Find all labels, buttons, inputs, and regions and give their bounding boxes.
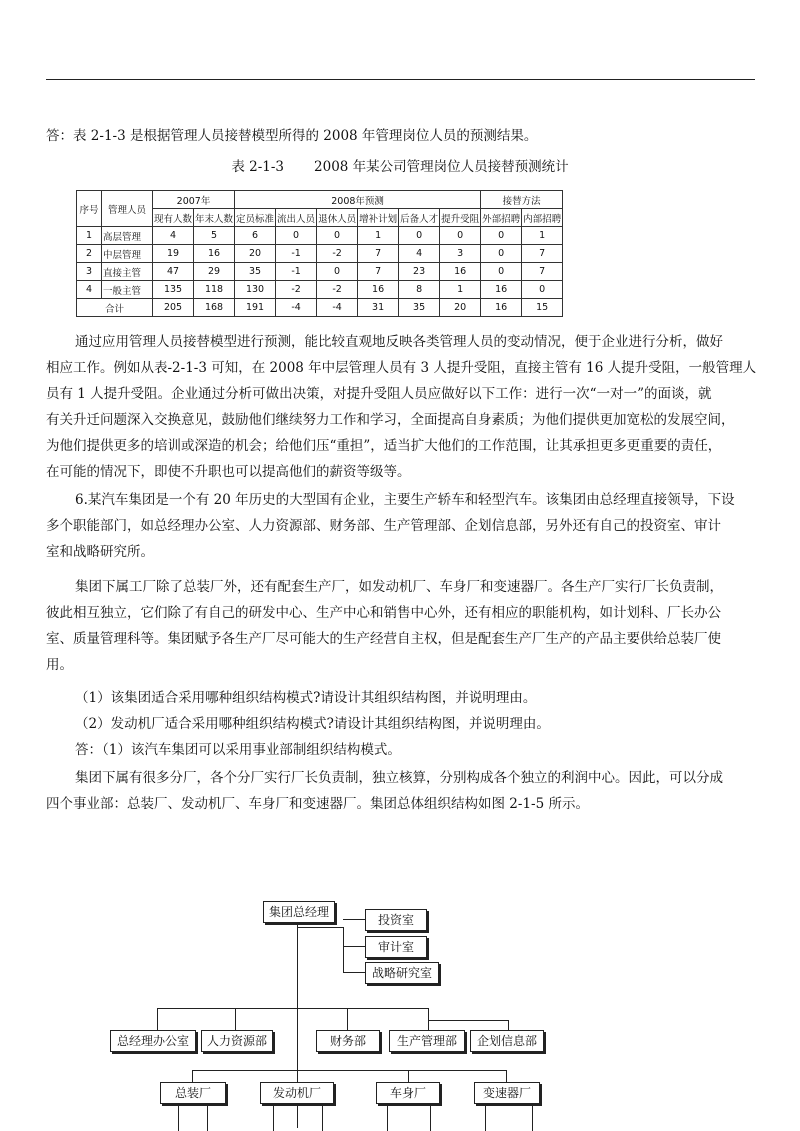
connector bbox=[428, 1008, 429, 1030]
cell: 2 bbox=[77, 245, 102, 263]
org-box-engine: 发动机厂 bbox=[260, 1082, 334, 1104]
org-box-finance: 财务部 bbox=[316, 1030, 380, 1052]
paragraph-line: 集团下属有很多分厂，各个分厂实行厂长负责制，独立核算，分别构成各个独立的利润中心。因此，可以分成 bbox=[75, 770, 723, 786]
org-box-gearbox: 变速器厂 bbox=[474, 1082, 540, 1104]
org-box-hr: 人力资源部 bbox=[201, 1030, 273, 1052]
org-box-gm-office: 总经理办公室 bbox=[110, 1030, 196, 1052]
paragraph-line: 室、质量管理科等。集团赋予各生产厂尽可能大的生产经营自主权，但是配套生产厂生产的产品主要供给总装厂使 bbox=[46, 631, 721, 647]
cell: 6 bbox=[235, 227, 276, 245]
cell: 16 bbox=[358, 281, 399, 299]
subheader: 流出人员 bbox=[276, 209, 317, 227]
paragraph-line: 6.某汽车集团是一个有 20 年历史的大型国有企业，主要生产轿车和轻型汽车。该集团由总经理直接领导，下设 bbox=[75, 492, 735, 508]
subheader: 年末人数 bbox=[194, 209, 235, 227]
paragraph-line: 集团下属工厂除了总装厂外，还有配套生产厂，如发动机厂、车身厂和变速器厂。各生产厂实行厂长负责制， bbox=[75, 579, 723, 595]
cell: 135 bbox=[153, 281, 194, 299]
connector bbox=[157, 1008, 158, 1030]
answer-1: 答：（1）该汽车集团可以采用事业部制组织结构模式。 bbox=[75, 742, 401, 758]
cell: 0 bbox=[522, 281, 563, 299]
subheader: 外部招聘 bbox=[481, 209, 522, 227]
cell: 1 bbox=[358, 227, 399, 245]
connector bbox=[408, 1070, 409, 1082]
cell: 0 bbox=[317, 227, 358, 245]
connector bbox=[343, 972, 365, 973]
cell: 35 bbox=[399, 299, 440, 317]
connector bbox=[343, 927, 344, 972]
cell: -4 bbox=[276, 299, 317, 317]
cell: 7 bbox=[522, 245, 563, 263]
cell: 35 bbox=[235, 263, 276, 281]
connector bbox=[343, 919, 365, 920]
connector bbox=[430, 1104, 431, 1131]
cell: 16 bbox=[481, 281, 522, 299]
header-role: 管理人员 bbox=[102, 191, 153, 227]
cell: 7 bbox=[358, 245, 399, 263]
cell: 0 bbox=[440, 227, 481, 245]
org-box-strategy: 战略研究室 bbox=[365, 962, 439, 984]
cell: -4 bbox=[317, 299, 358, 317]
cell: 一般主管 bbox=[102, 281, 153, 299]
cell: 205 bbox=[153, 299, 194, 317]
cell: 4 bbox=[153, 227, 194, 245]
cell: 0 bbox=[481, 227, 522, 245]
subheader: 后备人才 bbox=[399, 209, 440, 227]
cell: 3 bbox=[440, 245, 481, 263]
connector bbox=[235, 1008, 236, 1030]
question-2: （2）发动机厂适合采用哪种组织结构模式?请设计其组织结构图，并说明理由。 bbox=[75, 716, 550, 732]
cell: -1 bbox=[276, 263, 317, 281]
org-box-gm: 集团总经理 bbox=[263, 901, 335, 923]
cell: 1 bbox=[440, 281, 481, 299]
question-1: （1）该集团适合采用哪种组织结构模式?请设计其组织结构图，并说明理由。 bbox=[75, 690, 537, 706]
header-2008: 2008年预测 bbox=[235, 191, 481, 209]
org-box-planning: 企划信息部 bbox=[470, 1030, 544, 1052]
paragraph-line: 多个职能部门，如总经理办公室、人力资源部、财务部、生产管理部、企划信息部，另外还有自己的投资室、审计 bbox=[46, 518, 721, 534]
cell: 0 bbox=[481, 245, 522, 263]
table-title: 2008 年某公司管理岗位人员接替预测统计 bbox=[314, 159, 569, 175]
cell: 16 bbox=[440, 263, 481, 281]
connector bbox=[506, 1070, 507, 1082]
header-method: 接替方法 bbox=[481, 191, 563, 209]
cell: 5 bbox=[194, 227, 235, 245]
connector bbox=[532, 1104, 533, 1131]
org-box-audit: 审计室 bbox=[365, 936, 427, 958]
connector bbox=[192, 1070, 193, 1082]
connector bbox=[387, 1104, 388, 1131]
org-box-body: 车身厂 bbox=[376, 1082, 440, 1104]
cell: 4 bbox=[77, 281, 102, 299]
subheader: 现有人数 bbox=[153, 209, 194, 227]
connector bbox=[343, 946, 365, 947]
cell: 118 bbox=[194, 281, 235, 299]
cell: 7 bbox=[358, 263, 399, 281]
subheader: 定员标准 bbox=[235, 209, 276, 227]
connector bbox=[428, 1020, 508, 1021]
paragraph-line: 通过应用管理人员接替模型进行预测，能比较直观地反映各类管理人员的变动情况，便于企业进行分析，做好 bbox=[75, 334, 723, 350]
paragraph-line: 为他们提供更多的培训或深造的机会；给他们压“重担”，适当扩大他们的工作范围，让其承担更多更重要的责任， bbox=[46, 438, 722, 454]
subheader: 提升受阻 bbox=[440, 209, 481, 227]
cell: 高层管理 bbox=[102, 227, 153, 245]
table-number: 表 2-1-3 bbox=[231, 159, 285, 175]
cell: 8 bbox=[399, 281, 440, 299]
subheader: 退休人员 bbox=[317, 209, 358, 227]
connector bbox=[178, 1104, 179, 1131]
cell: 130 bbox=[235, 281, 276, 299]
cell: 1 bbox=[522, 227, 563, 245]
cell: 16 bbox=[194, 245, 235, 263]
header-seq: 序号 bbox=[77, 191, 102, 227]
cell: 合计 bbox=[77, 299, 153, 317]
cell: 16 bbox=[481, 299, 522, 317]
org-box-assembly: 总装厂 bbox=[160, 1082, 226, 1104]
paragraph-line: 员有 1 人提升受阻。企业通过分析可做出决策，对提升受阻人员应做好以下工作：进行一次“一对一”的面谈，就 bbox=[46, 386, 712, 402]
cell: 31 bbox=[358, 299, 399, 317]
cell: 7 bbox=[522, 263, 563, 281]
cell: 0 bbox=[317, 263, 358, 281]
paragraph-line: 在可能的情况下，即使不升职也可以提高他们的薪资等级等。 bbox=[46, 464, 411, 480]
connector bbox=[347, 1008, 348, 1030]
cell: 20 bbox=[235, 245, 276, 263]
connector bbox=[192, 1070, 506, 1071]
paragraph-line: 彼此相互独立，它们除了有自己的研发中心、生产中心和销售中心外，还有相应的职能机构，如计划科、厂长办公 bbox=[46, 605, 721, 621]
cell: 0 bbox=[276, 227, 317, 245]
paragraph-line: 有关升迁问题深入交换意见，鼓励他们继续努力工作和学习，全面提高自身素质；为他们提供更加宽松的发展空间， bbox=[46, 412, 735, 428]
cell: 0 bbox=[399, 227, 440, 245]
connector bbox=[485, 1104, 486, 1131]
subheader: 增补计划 bbox=[358, 209, 399, 227]
connector bbox=[322, 1104, 323, 1131]
connector bbox=[273, 1104, 274, 1131]
connector bbox=[207, 1104, 208, 1131]
cell: 1 bbox=[77, 227, 102, 245]
paragraph-line: 相应工作。例如从表-2-1-3 可知，在 2008 年中层管理人员有 3 人提升受阻，直接主管有 16 人提升受阻，一般管理人 bbox=[46, 360, 757, 376]
cell: 19 bbox=[153, 245, 194, 263]
cell: 168 bbox=[194, 299, 235, 317]
cell: -1 bbox=[276, 245, 317, 263]
cell: 23 bbox=[399, 263, 440, 281]
paragraph-line: 用。 bbox=[46, 657, 73, 673]
cell: 29 bbox=[194, 263, 235, 281]
paragraph-line: 四个事业部：总装厂、发动机厂、车身厂和变速器厂。集团总体组织结构如图 2-1-5 所示。 bbox=[46, 796, 589, 812]
cell: 15 bbox=[522, 299, 563, 317]
intro-text: 答：表 2-1-3 是根据管理人员接替模型所得的 2008 年管理岗位人员的预测结果。 bbox=[46, 128, 538, 144]
connector bbox=[297, 927, 343, 928]
connector bbox=[508, 1020, 509, 1030]
cell: -2 bbox=[317, 281, 358, 299]
cell: 中层管理 bbox=[102, 245, 153, 263]
cell: 0 bbox=[481, 263, 522, 281]
org-box-production: 生产管理部 bbox=[389, 1030, 465, 1052]
cell: 3 bbox=[77, 263, 102, 281]
cell: 47 bbox=[153, 263, 194, 281]
subheader: 内部招聘 bbox=[522, 209, 563, 227]
header-2007: 2007年 bbox=[153, 191, 235, 209]
cell: -2 bbox=[276, 281, 317, 299]
connector bbox=[157, 1008, 428, 1009]
cell: 4 bbox=[399, 245, 440, 263]
org-box-investment: 投资室 bbox=[365, 909, 427, 931]
paragraph-line: 室和战略研究所。 bbox=[46, 544, 154, 560]
cell: -2 bbox=[317, 245, 358, 263]
cell: 191 bbox=[235, 299, 276, 317]
cell: 直接主管 bbox=[102, 263, 153, 281]
cell: 20 bbox=[440, 299, 481, 317]
